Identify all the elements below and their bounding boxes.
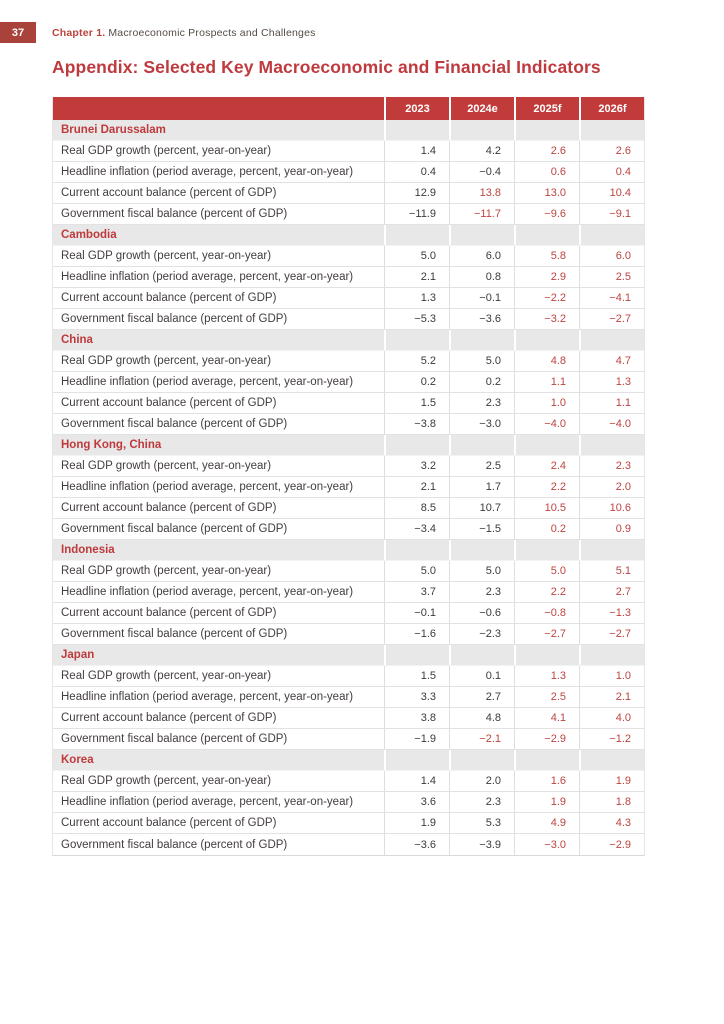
value-cell: 3.2 xyxy=(384,456,449,476)
empty-cell xyxy=(449,225,514,245)
value-cell: 2.1 xyxy=(579,687,644,707)
value-cell: −4.0 xyxy=(514,414,579,434)
indicator-label: Real GDP growth (percent, year-on-year) xyxy=(61,670,272,682)
value-cell: −2.3 xyxy=(449,624,514,644)
value-cell: 10.6 xyxy=(579,498,644,518)
value-cell: 10.4 xyxy=(579,183,644,203)
country-row xyxy=(53,120,644,141)
indicator-label: Current account balance (percent of GDP) xyxy=(61,607,277,619)
value-cell: 5.0 xyxy=(449,561,514,581)
value-cell: 1.4 xyxy=(384,141,449,161)
value-cell: 2.2 xyxy=(514,582,579,602)
value-cell: 0.8 xyxy=(449,267,514,287)
table-row xyxy=(53,708,644,729)
value-cell: 4.9 xyxy=(514,813,579,833)
value-cell: 2.5 xyxy=(449,456,514,476)
country-name: China xyxy=(61,334,93,346)
value-cell: 1.9 xyxy=(514,792,579,812)
empty-cell xyxy=(384,120,449,140)
value-cell: 1.3 xyxy=(579,372,644,392)
value-cell: −2.7 xyxy=(579,309,644,329)
value-cell: −3.6 xyxy=(384,834,449,855)
table-row xyxy=(53,162,644,183)
empty-cell xyxy=(579,330,644,350)
table-row xyxy=(53,603,644,624)
value-cell: −3.9 xyxy=(449,834,514,855)
table-row xyxy=(53,498,644,519)
value-cell: 1.0 xyxy=(579,666,644,686)
empty-cell xyxy=(579,540,644,560)
empty-cell xyxy=(579,435,644,455)
value-cell: 2.0 xyxy=(579,477,644,497)
table-row xyxy=(53,141,644,162)
value-cell: 4.3 xyxy=(579,813,644,833)
value-cell: 4.8 xyxy=(449,708,514,728)
empty-cell xyxy=(449,750,514,770)
table-row xyxy=(53,456,644,477)
value-cell: −2.9 xyxy=(514,729,579,749)
table-row xyxy=(53,561,644,582)
indicator-label: Government fiscal balance (percent of GDP) xyxy=(61,208,288,220)
value-cell: −2.1 xyxy=(449,729,514,749)
table-row xyxy=(53,267,644,288)
value-cell: 2.6 xyxy=(514,141,579,161)
indicator-label: Government fiscal balance (percent of GDP) xyxy=(61,313,288,325)
empty-cell xyxy=(449,120,514,140)
value-cell: 6.0 xyxy=(579,246,644,266)
value-cell: 2.1 xyxy=(384,267,449,287)
value-cell: 8.5 xyxy=(384,498,449,518)
value-cell: −9.1 xyxy=(579,204,644,224)
indicator-label: Headline inflation (period average, percent, year-on-year) xyxy=(61,481,354,493)
value-cell: 0.4 xyxy=(579,162,644,182)
table-row xyxy=(53,666,644,687)
column-header-2024e: 2024e xyxy=(449,97,514,120)
value-cell: 5.1 xyxy=(579,561,644,581)
indicator-label: Headline inflation (period average, percent, year-on-year) xyxy=(61,166,354,178)
country-row xyxy=(53,435,644,456)
value-cell: −3.4 xyxy=(384,519,449,539)
empty-cell xyxy=(579,120,644,140)
value-cell: 4.8 xyxy=(514,351,579,371)
value-cell: 2.1 xyxy=(384,477,449,497)
value-cell: 4.1 xyxy=(514,708,579,728)
value-cell: −0.8 xyxy=(514,603,579,623)
value-cell: 3.7 xyxy=(384,582,449,602)
indicator-label: Headline inflation (period average, percent, year-on-year) xyxy=(61,586,354,598)
table-row xyxy=(53,183,644,204)
empty-cell xyxy=(514,120,579,140)
country-name: Korea xyxy=(61,754,94,766)
table-row xyxy=(53,477,644,498)
value-cell: −0.1 xyxy=(384,603,449,623)
value-cell: −11.9 xyxy=(384,204,449,224)
country-name: Hong Kong, China xyxy=(61,439,162,451)
country-row xyxy=(53,540,644,561)
table-row xyxy=(53,372,644,393)
header-label-cell xyxy=(53,97,384,120)
table-body xyxy=(53,120,644,855)
value-cell: 2.3 xyxy=(579,456,644,476)
table-row xyxy=(53,414,644,435)
value-cell: 5.0 xyxy=(384,561,449,581)
indicator-label: Current account balance (percent of GDP) xyxy=(61,187,277,199)
value-cell: 5.2 xyxy=(384,351,449,371)
table-row xyxy=(53,771,644,792)
country-name: Brunei Darussalam xyxy=(61,124,166,136)
value-cell: 5.8 xyxy=(514,246,579,266)
value-cell: 5.3 xyxy=(449,813,514,833)
value-cell: 2.3 xyxy=(449,393,514,413)
value-cell: 6.0 xyxy=(449,246,514,266)
table-row xyxy=(53,351,644,372)
value-cell: 0.4 xyxy=(384,162,449,182)
chapter-title: Macroeconomic Prospects and Challenges xyxy=(108,27,316,39)
value-cell: −4.1 xyxy=(579,288,644,308)
indicator-label: Headline inflation (period average, percent, year-on-year) xyxy=(61,271,354,283)
table-row xyxy=(53,309,644,330)
value-cell: 2.5 xyxy=(579,267,644,287)
value-cell: 1.0 xyxy=(514,393,579,413)
value-cell: −3.2 xyxy=(514,309,579,329)
empty-cell xyxy=(579,225,644,245)
value-cell: −1.5 xyxy=(449,519,514,539)
value-cell: 1.8 xyxy=(579,792,644,812)
value-cell: 2.0 xyxy=(449,771,514,791)
indicator-label: Headline inflation (period average, percent, year-on-year) xyxy=(61,796,354,808)
country-name: Cambodia xyxy=(61,229,117,241)
table-header-row xyxy=(53,97,644,120)
country-row xyxy=(53,225,644,246)
breadcrumb xyxy=(52,27,316,39)
empty-cell xyxy=(384,225,449,245)
value-cell: −1.9 xyxy=(384,729,449,749)
value-cell: −4.0 xyxy=(579,414,644,434)
indicator-label: Real GDP growth (percent, year-on-year) xyxy=(61,460,272,472)
country-row xyxy=(53,750,644,771)
value-cell: 1.1 xyxy=(579,393,644,413)
value-cell: 0.2 xyxy=(449,372,514,392)
indicators-table xyxy=(52,97,645,856)
indicator-label: Government fiscal balance (percent of GDP) xyxy=(61,838,288,851)
indicator-label: Real GDP growth (percent, year-on-year) xyxy=(61,355,272,367)
table-row xyxy=(53,834,644,855)
value-cell: −0.4 xyxy=(449,162,514,182)
value-cell: 0.9 xyxy=(579,519,644,539)
value-cell: −9.6 xyxy=(514,204,579,224)
value-cell: 1.3 xyxy=(384,288,449,308)
page-number-badge: 37 xyxy=(0,22,36,43)
value-cell: 2.4 xyxy=(514,456,579,476)
value-cell: −1.2 xyxy=(579,729,644,749)
empty-cell xyxy=(514,330,579,350)
table-row xyxy=(53,813,644,834)
empty-cell xyxy=(514,225,579,245)
value-cell: 0.2 xyxy=(514,519,579,539)
value-cell: −2.7 xyxy=(514,624,579,644)
value-cell: 5.0 xyxy=(514,561,579,581)
indicator-label: Current account balance (percent of GDP) xyxy=(61,712,277,724)
table-row xyxy=(53,519,644,540)
value-cell: 1.3 xyxy=(514,666,579,686)
value-cell: 0.2 xyxy=(384,372,449,392)
value-cell: −11.7 xyxy=(449,204,514,224)
value-cell: 1.4 xyxy=(384,771,449,791)
indicator-label: Headline inflation (period average, percent, year-on-year) xyxy=(61,376,354,388)
value-cell: 3.3 xyxy=(384,687,449,707)
value-cell: 1.5 xyxy=(384,666,449,686)
value-cell: −1.3 xyxy=(579,603,644,623)
value-cell: 2.6 xyxy=(579,141,644,161)
value-cell: 2.9 xyxy=(514,267,579,287)
value-cell: −0.6 xyxy=(449,603,514,623)
chapter-label: Chapter 1. xyxy=(52,27,106,39)
empty-cell xyxy=(449,645,514,665)
value-cell: 2.7 xyxy=(449,687,514,707)
value-cell: 2.2 xyxy=(514,477,579,497)
value-cell: −3.0 xyxy=(514,834,579,855)
table-row xyxy=(53,582,644,603)
value-cell: −2.9 xyxy=(579,834,644,855)
value-cell: −2.2 xyxy=(514,288,579,308)
indicator-label: Real GDP growth (percent, year-on-year) xyxy=(61,565,272,577)
value-cell: 0.1 xyxy=(449,666,514,686)
empty-cell xyxy=(384,435,449,455)
page-title: Appendix: Selected Key Macroeconomic and Financial Indicators xyxy=(52,57,601,77)
empty-cell xyxy=(384,330,449,350)
value-cell: 10.7 xyxy=(449,498,514,518)
value-cell: 3.6 xyxy=(384,792,449,812)
indicator-label: Real GDP growth (percent, year-on-year) xyxy=(61,775,272,787)
value-cell: 5.0 xyxy=(384,246,449,266)
value-cell: 1.7 xyxy=(449,477,514,497)
value-cell: 1.5 xyxy=(384,393,449,413)
indicator-label: Government fiscal balance (percent of GDP) xyxy=(61,628,288,640)
value-cell: 12.9 xyxy=(384,183,449,203)
empty-cell xyxy=(449,330,514,350)
country-name: Japan xyxy=(61,649,95,661)
value-cell: −3.8 xyxy=(384,414,449,434)
empty-cell xyxy=(514,645,579,665)
indicator-label: Current account balance (percent of GDP) xyxy=(61,817,277,829)
value-cell: 2.3 xyxy=(449,582,514,602)
value-cell: 4.7 xyxy=(579,351,644,371)
value-cell: 1.1 xyxy=(514,372,579,392)
value-cell: 1.9 xyxy=(384,813,449,833)
empty-cell xyxy=(579,645,644,665)
value-cell: 1.6 xyxy=(514,771,579,791)
indicator-label: Real GDP growth (percent, year-on-year) xyxy=(61,145,272,157)
table-row xyxy=(53,792,644,813)
value-cell: 0.6 xyxy=(514,162,579,182)
empty-cell xyxy=(514,750,579,770)
empty-cell xyxy=(449,435,514,455)
value-cell: 13.0 xyxy=(514,183,579,203)
empty-cell xyxy=(514,540,579,560)
value-cell: 10.5 xyxy=(514,498,579,518)
table-row xyxy=(53,246,644,267)
value-cell: 2.5 xyxy=(514,687,579,707)
value-cell: 2.7 xyxy=(579,582,644,602)
empty-cell xyxy=(384,540,449,560)
column-header-2025f: 2025f xyxy=(514,97,579,120)
empty-cell xyxy=(514,435,579,455)
table-row xyxy=(53,393,644,414)
value-cell: −3.0 xyxy=(449,414,514,434)
value-cell: 2.3 xyxy=(449,792,514,812)
country-name: Indonesia xyxy=(61,544,115,556)
table-row xyxy=(53,624,644,645)
value-cell: 5.0 xyxy=(449,351,514,371)
value-cell: −0.1 xyxy=(449,288,514,308)
indicator-label: Current account balance (percent of GDP) xyxy=(61,292,277,304)
value-cell: 4.2 xyxy=(449,141,514,161)
indicator-label: Government fiscal balance (percent of GDP) xyxy=(61,418,288,430)
table-row xyxy=(53,204,644,225)
indicator-label: Government fiscal balance (percent of GDP) xyxy=(61,733,288,745)
country-row xyxy=(53,330,644,351)
indicator-label: Real GDP growth (percent, year-on-year) xyxy=(61,250,272,262)
indicator-label: Current account balance (percent of GDP) xyxy=(61,502,277,514)
value-cell: −2.7 xyxy=(579,624,644,644)
column-header-2023: 2023 xyxy=(384,97,449,120)
column-header-2026f: 2026f xyxy=(579,97,644,120)
value-cell: 4.0 xyxy=(579,708,644,728)
empty-cell xyxy=(384,645,449,665)
empty-cell xyxy=(449,540,514,560)
value-cell: −3.6 xyxy=(449,309,514,329)
value-cell: 3.8 xyxy=(384,708,449,728)
country-row xyxy=(53,645,644,666)
empty-cell xyxy=(384,750,449,770)
table-row xyxy=(53,729,644,750)
indicator-label: Headline inflation (period average, percent, year-on-year) xyxy=(61,691,354,703)
value-cell: −1.6 xyxy=(384,624,449,644)
empty-cell xyxy=(579,750,644,770)
value-cell: −5.3 xyxy=(384,309,449,329)
value-cell: 1.9 xyxy=(579,771,644,791)
table-row xyxy=(53,687,644,708)
indicator-label: Government fiscal balance (percent of GDP) xyxy=(61,523,288,535)
indicator-label: Current account balance (percent of GDP) xyxy=(61,397,277,409)
value-cell: 13.8 xyxy=(449,183,514,203)
table-row xyxy=(53,288,644,309)
